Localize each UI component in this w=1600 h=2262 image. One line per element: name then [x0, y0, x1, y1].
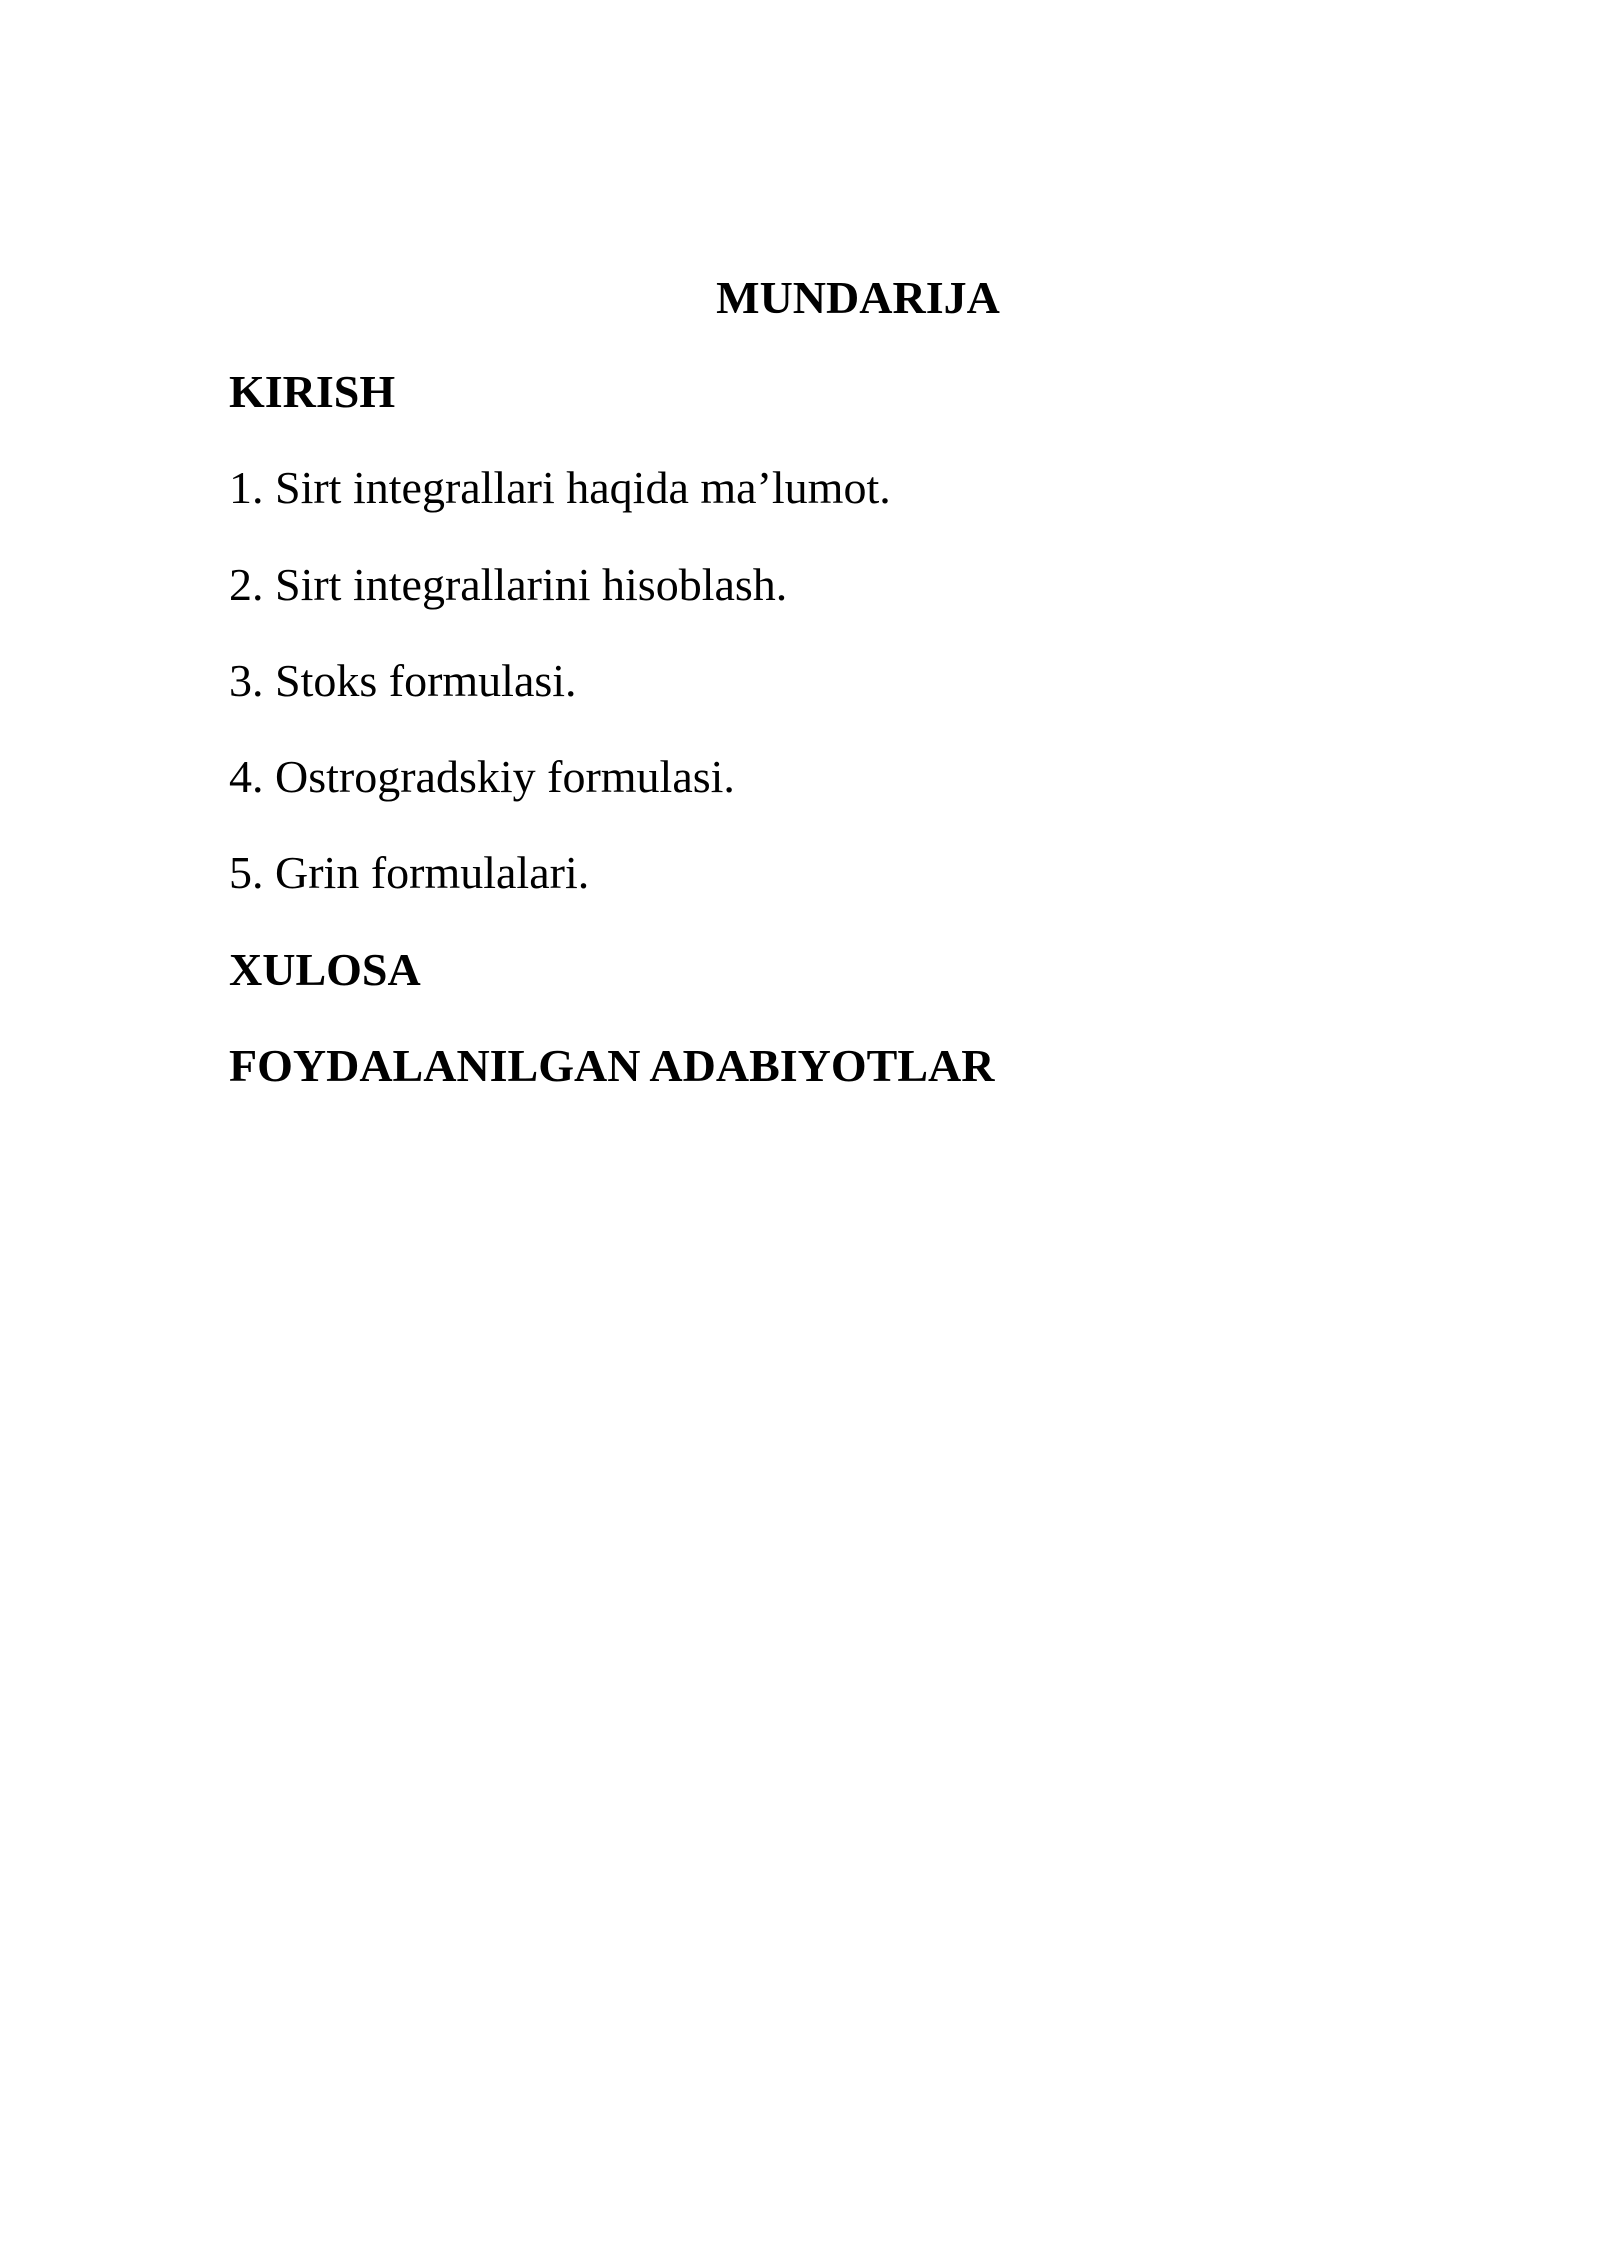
toc-entry-2: 2. Sirt integrallarini hisoblash. [229, 558, 788, 610]
toc-entry-3: 3. Stoks formulasi. [229, 654, 577, 706]
toc-entry-1: 1. Sirt integrallari haqida ma’lumot. [229, 462, 891, 514]
toc-entry-adabiyotlar: FOYDALANILGAN ADABIYOTLAR [229, 1040, 995, 1092]
toc-entry-4: 4. Ostrogradskiy formulasi. [229, 751, 735, 803]
toc-title: MUNDARIJA [716, 272, 1000, 323]
table-of-contents [229, 362, 994, 1132]
toc-entry-5: 5. Grin formulalari. [229, 847, 590, 899]
toc-entry-kirish: KIRISH [229, 366, 396, 417]
toc-entry-xulosa: XULOSA [229, 943, 421, 995]
